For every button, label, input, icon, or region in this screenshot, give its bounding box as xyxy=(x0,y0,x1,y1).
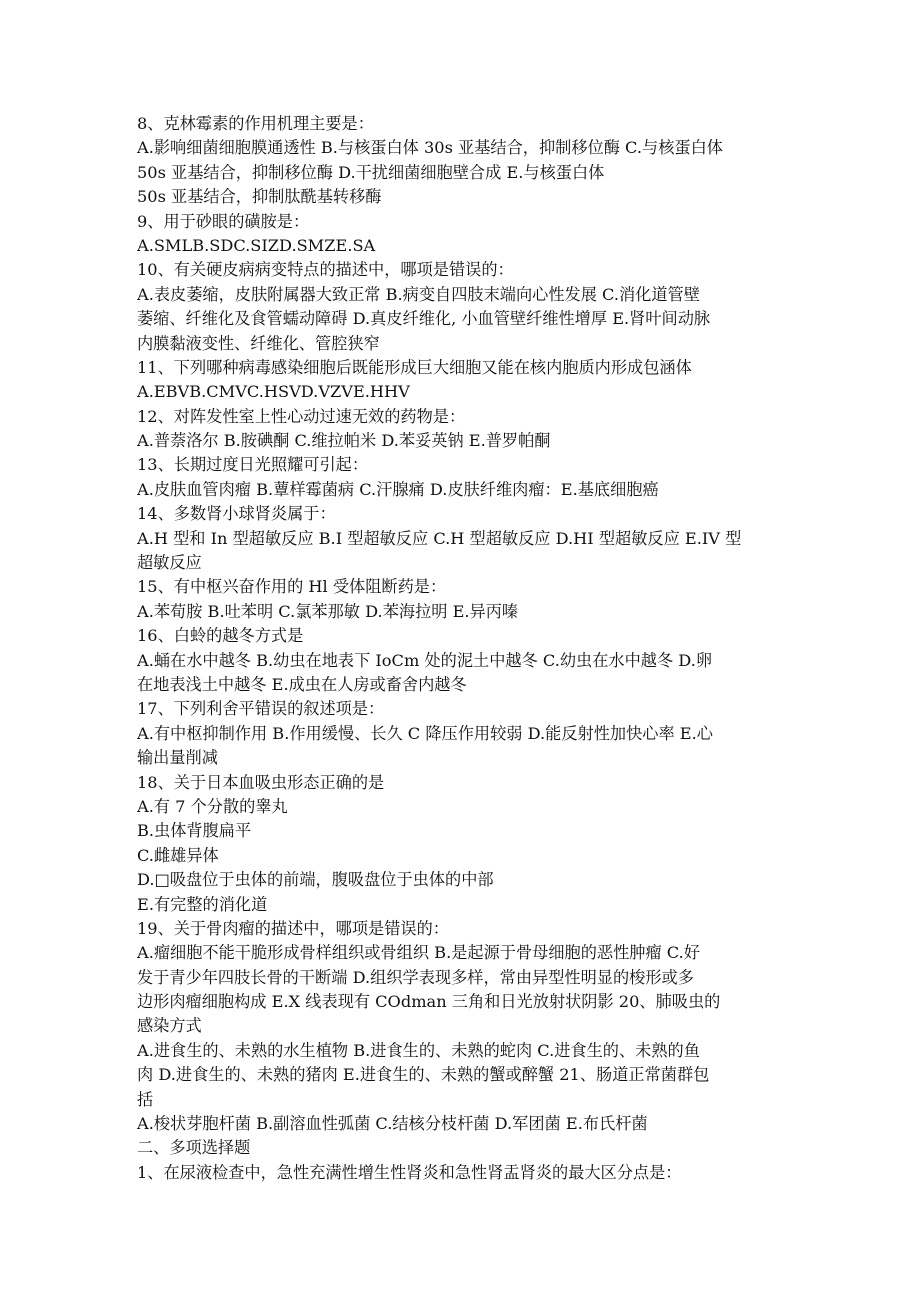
question-14-options: 超敏反应 xyxy=(137,553,202,573)
question-21-title: 括 xyxy=(137,1089,154,1109)
question-19-options: A.瘤细胞不能干脆形成骨样组织或骨组织 B.是起源于骨母细胞的恶性肿瘤 C.好 xyxy=(137,943,700,963)
question-13-options: A.皮肤血管肉瘤 B.蕈样霉菌病 C.汗腺痛 D.皮肤纤维肉瘤：E.基底细胞癌 xyxy=(137,479,659,499)
question-19-title: 19、关于骨肉瘤的描述中，哪项是错误的： xyxy=(137,918,449,938)
question-8-title: 8、克林霉素的作用机理主要是： xyxy=(137,114,374,133)
question-14-title: 14、多数肾小球肾炎属于： xyxy=(137,504,336,524)
question-13-title: 13、长期过度日光照耀可引起： xyxy=(137,455,369,475)
question-11-options: A.EBVB.CMVC.HSVD.VZVE.HHV xyxy=(137,382,410,402)
question-15-options: A.苯荀胺 B.吐苯明 C.氯苯那敏 D.苯海拉明 E.异丙嗪 xyxy=(137,601,519,621)
document-page xyxy=(137,112,787,1185)
question-16-options: A.蛹在水中越冬 B.幼虫在地表下 IoCm 处的泥土中越冬 C.幼虫在水中越冬 D.卵 xyxy=(137,650,713,670)
question-20-options: A.进食生的、未熟的水生植物 B.进食生的、未熟的蛇肉 C.进食生的、未熟的鱼 xyxy=(137,1040,700,1060)
question-17-options: 输出量削减 xyxy=(137,748,218,768)
question-10-options: A.表皮萎缩，皮肤附属器大致正常 B.病变自四肢末端向心性发展 C.消化道管壁 xyxy=(137,284,700,304)
question-8-options: 50s 亚基结合，抑制肽酰基转移酶 xyxy=(137,187,382,207)
question-18-option-d: D.□吸盘位于虫体的前端，腹吸盘位于虫体的中部 xyxy=(137,870,494,890)
question-9-options: A.SMLB.SDC.SIZD.SMZE.SA xyxy=(137,235,376,255)
question-10-options: 内膜黏液变性、纤维化、管腔狭窄 xyxy=(137,333,380,353)
question-10-options: 萎缩、纤维化及食管蠕动障碍 D.真皮纤维化, 小血管壁纤维性增厚 E.肾叶间动脉 xyxy=(137,309,711,329)
multi-question-1-title: 1、在尿液检查中，急性充满性增生性肾炎和急性肾盂肾炎的最大区分点是： xyxy=(137,1162,682,1182)
question-11-title: 11、下列哪种病毒感染细胞后既能形成巨大细胞又能在核内胞质内形成包涵体 xyxy=(137,357,692,377)
question-15-title: 15、有中枢兴奋作用的 Hl 受体阻断药是： xyxy=(137,577,447,597)
question-12-options: A.普萘洛尔 B.胺碘酮 C.维拉帕米 D.苯妥英钠 E.普罗帕酮 xyxy=(137,431,551,451)
question-8-options: A.影响细菌细胞膜通透性 B.与核蛋白体 30s 亚基结合，抑制移位酶 C.与核蛋白体 xyxy=(137,138,723,158)
question-18-option-b: B.虫体背腹扁平 xyxy=(137,821,252,841)
question-17-title: 17、下列利舍平错误的叙述项是： xyxy=(137,699,385,719)
question-12-title: 12、对阵发性室上性心动过速无效的药物是： xyxy=(137,406,466,426)
section-heading: 二、多项选择题 xyxy=(137,1138,251,1158)
question-8-options: 50s 亚基结合，抑制移位酶 D.干扰细菌细胞壁合成 E.与核蛋白体 xyxy=(137,162,605,182)
question-20-options: 肉 D.进食生的、未熟的猪肉 E.进食生的、未熟的蟹或醉蟹 21、肠道正常菌群包 xyxy=(137,1065,710,1085)
question-19-options: 边形肉瘤细胞构成 E.X 线表现有 COdman 三角和日光放射状阴影 20、肺吸虫的 xyxy=(137,992,721,1012)
question-20-title: 感染方式 xyxy=(137,1016,202,1036)
question-16-title: 16、白蛉的越冬方式是 xyxy=(137,626,304,646)
question-19-options: 发于青少年四肢长骨的干断端 D.组织学表现多样，常由异型性明显的梭形或多 xyxy=(137,967,694,987)
question-16-options: 在地表浅土中越冬 E.成虫在人房或畜舍内越冬 xyxy=(137,674,467,694)
question-18-option-a: A.有 7 个分散的睾丸 xyxy=(137,796,288,816)
question-9-title: 9、用于砂眼的磺胺是： xyxy=(137,211,310,231)
question-18-option-e: E.有完整的消化道 xyxy=(137,894,268,914)
question-10-title: 10、有关硬皮病病变特点的描述中，哪项是错误的： xyxy=(137,260,514,280)
question-18-title: 18、关于日本血吸虫形态正确的是 xyxy=(137,772,385,792)
question-18-option-c: C.雌雄异体 xyxy=(137,845,219,865)
question-14-options: A.H 型和 In 型超敏反应 B.I 型超敏反应 C.H 型超敏反应 D.HI 型超敏反应 E.IV 型 xyxy=(137,528,742,548)
question-21-options: A.梭状芽胞杆菌 B.副溶血性弧菌 C.结核分枝杆菌 D.军团菌 E.布氏杆菌 xyxy=(137,1114,648,1134)
question-17-options: A.有中枢抑制作用 B.作用缓慢、长久 C 降压作用较弱 D.能反射性加快心率 E.心 xyxy=(137,723,713,743)
